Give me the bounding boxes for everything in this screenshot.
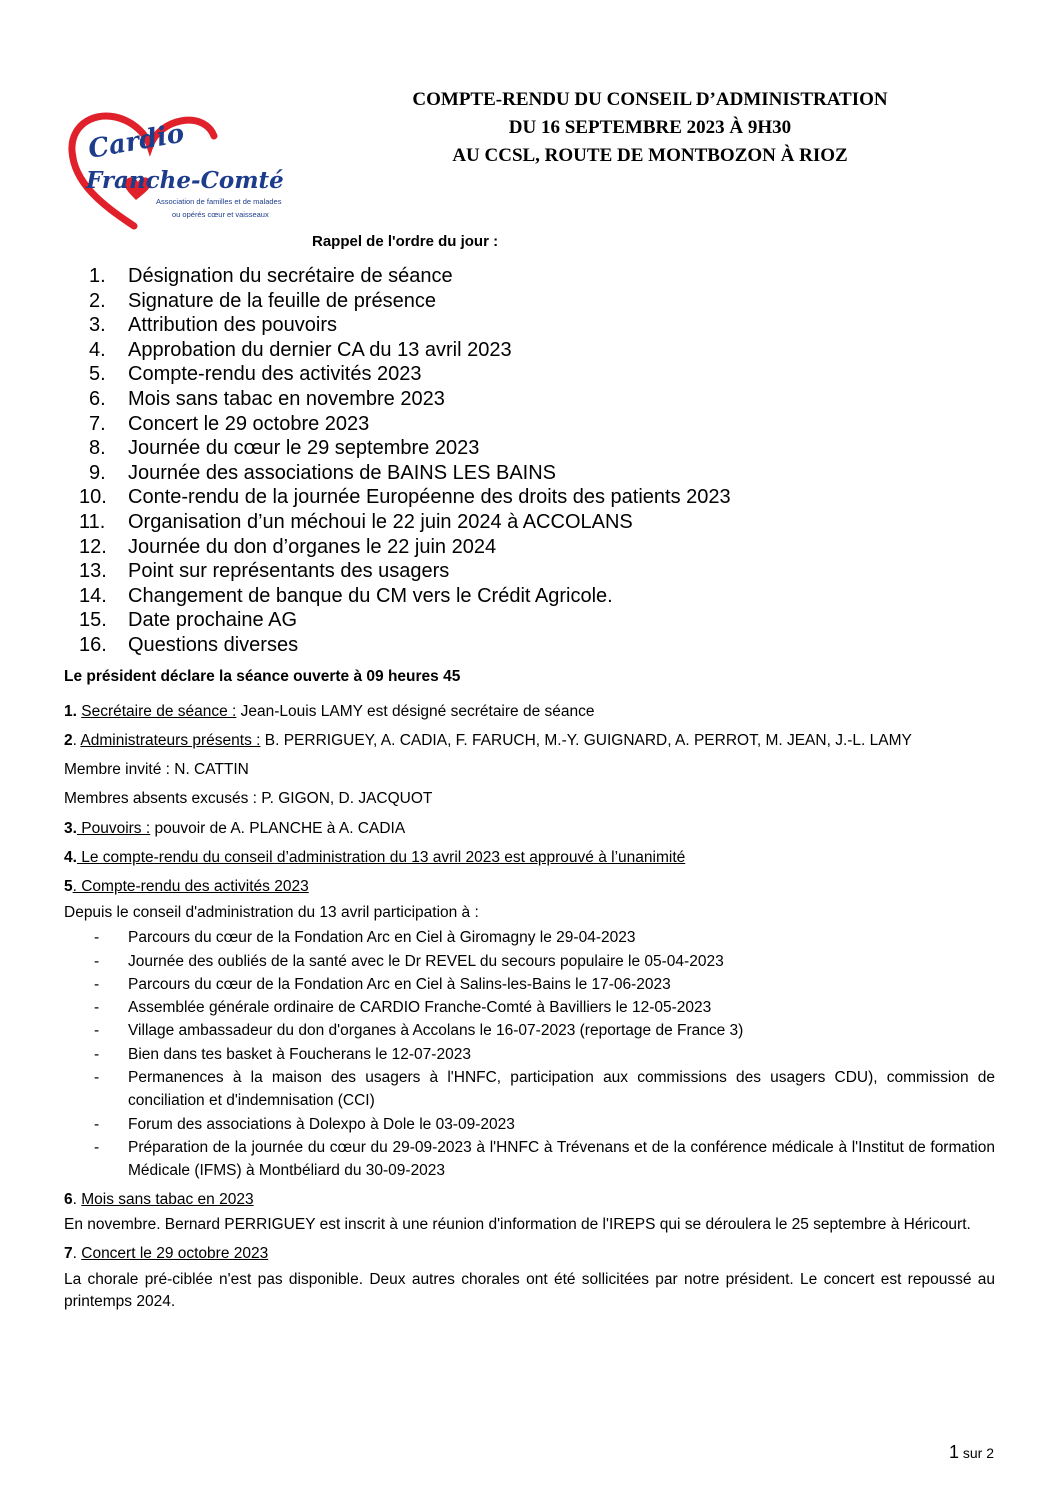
- absent-members: Membres absents excusés : P. GIGON, D. JACQUOT: [64, 790, 433, 808]
- svg-text:Association de familles et de: Association de familles et de malades: [156, 197, 282, 206]
- title-line-1: COMPTE-RENDU DU CONSEIL D’ADMINISTRATION: [412, 89, 888, 110]
- section-1-label: Secrétaire de séance :: [81, 702, 237, 720]
- svg-text:ou opérés cœur et vaisseaux: ou opérés cœur et vaisseaux: [172, 210, 269, 219]
- list-item: - Permanences à la maison des usagers à l'HNFC, participation aux commissions des usagers CDU), commission de conciliation et d'indemnisation (CCI): [94, 1069, 995, 1110]
- invited-member: Membre invité : N. CATTIN: [64, 761, 249, 779]
- section-4-label: Le compte-rendu du conseil d’administration du 13 avril 2023 est approuvé à l’unanimité: [76, 848, 686, 866]
- section-1: 1. Secrétaire de séance : Jean-Louis LAMY est désigné secrétaire de séance: [64, 702, 595, 720]
- cardio-franche-comte-logo: [64, 106, 294, 230]
- section-2-label: Administrateurs présents :: [80, 731, 261, 749]
- agenda-item: 7. Concert le 29 octobre 2023: [89, 412, 370, 435]
- section-6-label: Mois sans tabac en 2023: [81, 1190, 254, 1208]
- heart-logo-icon: [64, 106, 294, 230]
- agenda-item: 12. Journée du don d’organes le 22 juin 2024: [79, 535, 497, 558]
- section-7-label: Concert le 29 octobre 2023: [81, 1245, 269, 1263]
- activities-list: [64, 926, 995, 1182]
- list-item: - Parcours du cœur de la Fondation Arc en Ciel à Salins-les-Bains le 17-06-2023: [94, 975, 671, 993]
- section-7-text: La chorale pré-ciblée n'est pas disponible. Deux autres chorales ont été sollicitées par notre président. Le concert est repoussé au printemps 2024.: [64, 1270, 995, 1311]
- agenda-item: 15. Date prochaine AG: [79, 609, 297, 632]
- section-7-heading: 7. Concert le 29 octobre 2023: [64, 1245, 269, 1263]
- agenda-item: 5. Compte-rendu des activités 2023: [89, 363, 422, 386]
- section-3-label: Pouvoirs :: [76, 819, 151, 837]
- section-2: 2. Administrateurs présents : B. PERRIGUEY, A. CADIA, F. FARUCH, M.-Y. GUIGNARD, A. PERROT, M. JEAN, J.-L. LAMY: [64, 731, 912, 749]
- agenda-item: 6. Mois sans tabac en novembre 2023: [89, 387, 445, 410]
- title-line-3: AU CCSL, ROUTE DE MONTBOZON À RIOZ: [452, 145, 848, 166]
- agenda-list: [79, 264, 989, 658]
- list-item: - Forum des associations à Dolexpo à Dole le 03-09-2023: [94, 1115, 515, 1133]
- section-6-text: En novembre. Bernard PERRIGUEY est inscrit à une réunion d'information de l'IREPS qui se déroulera le 25 septembre à Héricourt.: [64, 1216, 971, 1234]
- document-title: [300, 86, 1000, 170]
- agenda-item: 10. Conte-rendu de la journée Européenne des droits des patients 2023: [79, 486, 731, 509]
- page-number: 1 sur 2: [948, 1442, 994, 1462]
- section-3: 3. Pouvoirs : pouvoir de A. PLANCHE à A. CADIA: [64, 819, 406, 837]
- section-4: 4. Le compte-rendu du conseil d’administration du 13 avril 2023 est approuvé à l’unanimité: [64, 848, 686, 866]
- list-item: - Assemblée générale ordinaire de CARDIO Franche-Comté à Bavilliers le 12-05-2023: [94, 999, 712, 1017]
- agenda-item: 13. Point sur représentants des usagers: [79, 560, 450, 583]
- section-5-heading: 5. Compte-rendu des activités 2023: [64, 878, 309, 896]
- agenda-item: 8. Journée du cœur le 29 septembre 2023: [89, 437, 480, 460]
- agenda-item: 3. Attribution des pouvoirs: [89, 314, 338, 337]
- agenda-item: 4. Approbation du dernier CA du 13 avril 2023: [89, 338, 512, 361]
- svg-text:Cardio: Cardio: [86, 118, 187, 165]
- title-line-2: DU 16 SEPTEMBRE 2023 À 9H30: [508, 117, 792, 138]
- section-5-intro: Depuis le conseil d'administration du 13 avril participation à :: [64, 903, 479, 921]
- agenda-title: Rappel de l'ordre du jour :: [312, 233, 499, 250]
- section-6-heading: 6. Mois sans tabac en 2023: [64, 1190, 254, 1208]
- list-item: - Préparation de la journée du cœur du 29-09-2023 à l'HNFC à Trévenans et de la conférence médicale à l'Institut de formation Médicale (IFMS) à Montbéliard du 30-09-2023: [94, 1138, 995, 1180]
- section-5-label: . Compte-rendu des activités 2023: [72, 878, 309, 896]
- agenda-item: 11. Organisation d’un méchoui le 22 juin 2024 à ACCOLANS: [79, 510, 633, 533]
- agenda-item: 14. Changement de banque du CM vers le Crédit Agricole.: [79, 584, 613, 607]
- agenda-item: 2. Signature de la feuille de présence: [89, 289, 436, 312]
- list-item: - Village ambassadeur du don d'organes à Accolans le 16-07-2023 (reportage de France 3): [94, 1022, 744, 1040]
- opening-statement: Le président déclare la séance ouverte à 09 heures 45: [64, 668, 461, 685]
- list-item: - Journée des oubliés de la santé avec le Dr REVEL du secours populaire le 05-04-2023: [94, 952, 724, 970]
- agenda-item: 1. Désignation du secrétaire de séance: [89, 265, 453, 287]
- minutes-body: [64, 666, 995, 1321]
- agenda-item: 9. Journée des associations de BAINS LES BAINS: [89, 461, 557, 484]
- list-item: - Bien dans tes basket à Foucherans le 12-07-2023: [94, 1045, 471, 1063]
- agenda-item: 16. Questions diverses: [79, 633, 299, 656]
- svg-text:Franche-Comté: Franche-Comté: [86, 167, 284, 194]
- list-item: - Parcours du cœur de la Fondation Arc en Ciel à Giromagny le 29-04-2023: [94, 929, 636, 947]
